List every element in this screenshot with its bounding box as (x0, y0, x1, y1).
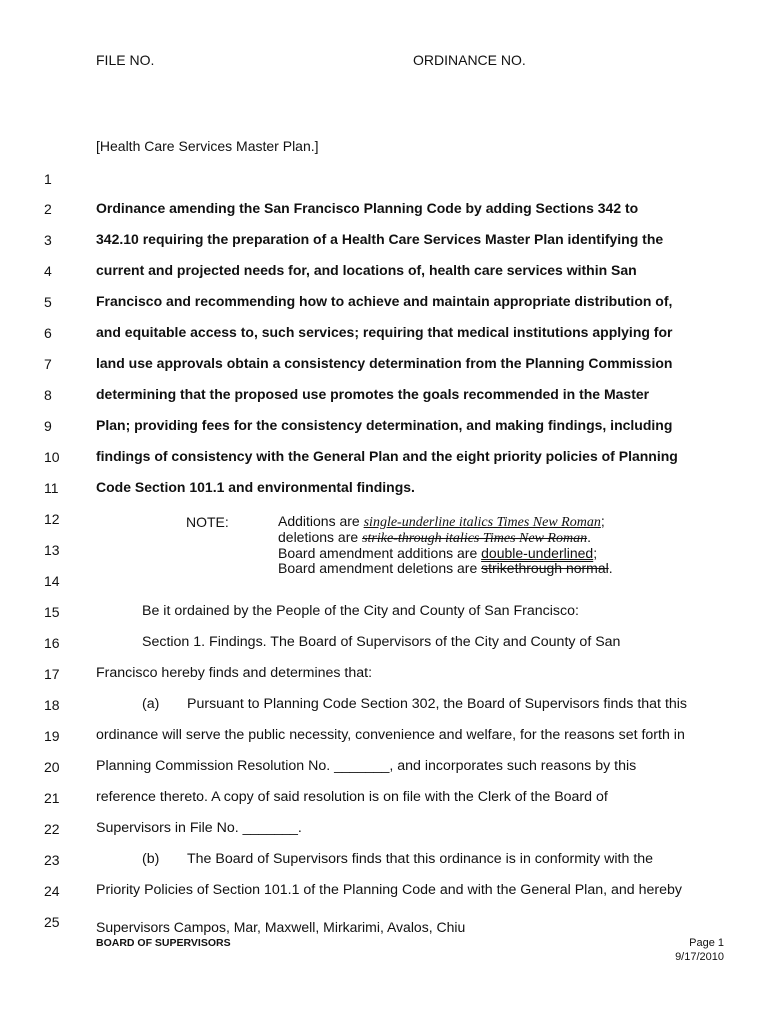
title-line: Plan; providing fees for the consistency determination, and making findings, including (96, 417, 673, 433)
section-1-continuation: Francisco hereby finds and determines that: (96, 665, 373, 681)
line-number: 1 (44, 171, 52, 187)
title-line: findings of consistency with the General Plan and the eight priority policies of Planning (96, 448, 678, 464)
subsection-b-line: Priority Policies of Section 101.1 of the Planning Code and with the General Plan, and hereby (96, 882, 682, 898)
note-additions-suffix: ; (600, 513, 605, 529)
title-line: current and projected needs for, and locations of, health care services within San (96, 262, 637, 278)
subsection-a-line: Pursuant to Planning Code Section 302, the Board of Supervisors finds that this (187, 696, 688, 712)
note-additions-sample: single-underline italics Times New Roman (363, 515, 601, 530)
note-board-del-prefix: Board amendment deletions are (278, 560, 482, 576)
note-board-add-prefix: Board amendment additions are (278, 545, 482, 561)
line-number: 14 (44, 573, 60, 589)
section-1-heading: Section 1. Findings. The Board of Supervisors of the City and County of San (142, 634, 621, 650)
subsection-a-line: Planning Commission Resolution No. _______, and incorporates such reasons by this (96, 758, 637, 774)
note-board-del-sample: strikethrough normal (481, 560, 609, 576)
line-number: 22 (44, 821, 60, 837)
subsection-b-label: (b) (142, 851, 160, 867)
ordinance-no-label: ORDINANCE NO. (413, 52, 526, 68)
line-number: 3 (44, 232, 52, 248)
line-number: 4 (44, 263, 52, 279)
title-line: Ordinance amending the San Francisco Planning Code by adding Sections 342 to (96, 200, 639, 216)
line-number: 12 (44, 511, 60, 527)
line-number: 25 (44, 914, 60, 930)
footer-sponsors: Supervisors Campos, Mar, Maxwell, Mirkarimi, Avalos, Chiu (96, 919, 466, 935)
footer-date: 9/17/2010 (675, 951, 724, 963)
line-number: 11 (44, 480, 59, 496)
line-number: 6 (44, 325, 52, 341)
subsection-a-line: reference thereto. A copy of said resolution is on file with the Clerk of the Board of (96, 789, 608, 805)
subsection-a-line: Supervisors in File No. _______. (96, 820, 302, 836)
line-number: 16 (44, 635, 60, 651)
note-additions (278, 514, 605, 530)
note-deletions (278, 530, 591, 546)
line-number: 9 (44, 418, 52, 434)
footer-board: BOARD OF SUPERVISORS (96, 937, 231, 949)
line-number: 10 (44, 449, 60, 465)
file-no-label: FILE NO. (96, 52, 155, 68)
subsection-b-line: The Board of Supervisors finds that this ordinance is in conformity with the (187, 851, 654, 867)
title-line: Francisco and recommending how to achieve and maintain appropriate distribution of, (96, 293, 673, 309)
title-line: determining that the proposed use promotes the goals recommended in the Master (96, 386, 650, 402)
line-number: 19 (44, 728, 60, 744)
title-line: and equitable access to, such services; requiring that medical institutions applying for (96, 324, 673, 340)
line-number: 8 (44, 387, 52, 403)
subsection-a-line: ordinance will serve the public necessity, convenience and welfare, for the reasons set forth in (96, 727, 685, 743)
note-board-add-suffix: ; (593, 545, 598, 561)
note-board-additions (278, 546, 597, 561)
title-line: Code Section 101.1 and environmental findings. (96, 479, 415, 495)
line-number: 15 (44, 604, 60, 620)
note-label: NOTE: (186, 514, 229, 530)
line-number: 21 (44, 790, 60, 806)
line-number: 24 (44, 883, 60, 899)
line-number: 2 (44, 201, 52, 217)
title-line: land use approvals obtain a consistency determination from the Planning Commission (96, 355, 673, 371)
line-number: 13 (44, 542, 60, 558)
note-board-add-sample: double-underlined (481, 545, 594, 561)
line-number: 7 (44, 356, 52, 372)
ordinance-caption: [Health Care Services Master Plan.] (96, 138, 319, 154)
note-deletions-prefix: deletions are (278, 529, 363, 545)
footer-page: Page 1 (689, 937, 724, 949)
note-deletions-sample: strike-through italics Times New Roman (362, 531, 588, 546)
title-line: 342.10 requiring the preparation of a Health Care Services Master Plan identifying the (96, 231, 664, 247)
line-number: 5 (44, 294, 52, 310)
line-number: 17 (44, 666, 60, 682)
note-board-deletions (278, 561, 613, 576)
note-additions-prefix: Additions are (278, 513, 364, 529)
line-number: 18 (44, 697, 60, 713)
note-deletions-suffix: . (587, 529, 591, 545)
line-number: 20 (44, 759, 60, 775)
subsection-a-label: (a) (142, 696, 160, 712)
line-number: 23 (44, 852, 60, 868)
note-board-del-suffix: . (608, 560, 613, 576)
enacting-clause: Be it ordained by the People of the City and County of San Francisco: (142, 603, 579, 619)
